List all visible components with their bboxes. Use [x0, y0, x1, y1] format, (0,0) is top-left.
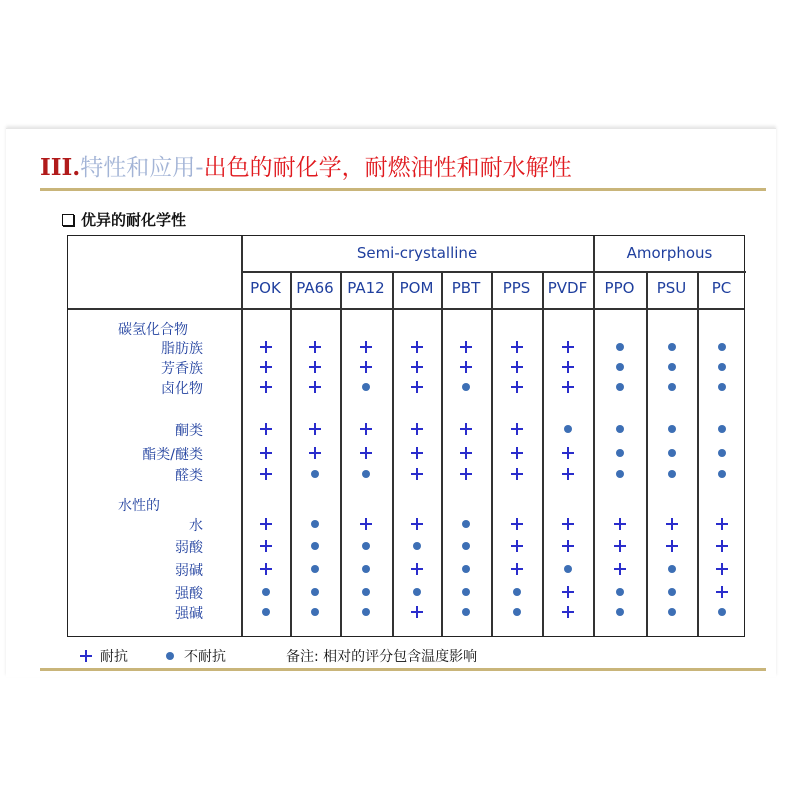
- plus-icon: [409, 516, 425, 532]
- plus-icon: [78, 648, 94, 664]
- column-divider: [340, 272, 342, 636]
- dot-icon: [612, 421, 628, 437]
- dot-icon: [307, 561, 323, 577]
- plus-icon: [560, 584, 576, 600]
- dot-icon: [258, 584, 274, 600]
- dot-icon: [664, 466, 680, 482]
- plus-icon: [612, 516, 628, 532]
- plus-icon: [307, 379, 323, 395]
- dot-icon: [664, 604, 680, 620]
- plus-icon: [409, 604, 425, 620]
- dot-icon: [560, 561, 576, 577]
- column-header-pvdf: PVDF: [547, 279, 588, 297]
- column-divider: [290, 272, 292, 636]
- plus-icon: [307, 445, 323, 461]
- dot-icon: [714, 359, 730, 375]
- row-category-label: 水性的: [118, 498, 160, 514]
- dot-icon: [612, 584, 628, 600]
- footer-divider: [40, 668, 766, 671]
- plus-icon: [560, 359, 576, 375]
- group-header-1: Amorphous: [626, 244, 713, 262]
- title-subtitle: 特性和应用-: [80, 155, 204, 181]
- plus-icon: [560, 379, 576, 395]
- plus-icon: [509, 445, 525, 461]
- plus-icon: [409, 466, 425, 482]
- plus-icon: [714, 584, 730, 600]
- plus-icon: [258, 538, 274, 554]
- title-number: III.: [40, 154, 81, 181]
- column-divider: [646, 272, 648, 636]
- row-label: 芳香族: [161, 361, 203, 377]
- legend-note-text: 备注: 相对的评分包含温度影响: [286, 649, 478, 665]
- plus-icon: [409, 561, 425, 577]
- dot-icon: [664, 421, 680, 437]
- plus-icon: [509, 359, 525, 375]
- dot-icon: [458, 516, 474, 532]
- dot-icon: [664, 445, 680, 461]
- plus-icon: [307, 339, 323, 355]
- plus-icon: [509, 538, 525, 554]
- column-header-pbt: PBT: [451, 279, 481, 297]
- plus-icon: [509, 516, 525, 532]
- dot-icon: [664, 379, 680, 395]
- row-label: 强碱: [175, 606, 203, 622]
- group-header-divider: [241, 271, 746, 273]
- plus-icon: [560, 466, 576, 482]
- slide-title: [40, 150, 572, 186]
- row-label: 卤化物: [161, 381, 203, 397]
- row-label: 弱碱: [175, 563, 203, 579]
- dot-icon: [509, 604, 525, 620]
- dot-icon: [714, 339, 730, 355]
- dot-icon: [714, 466, 730, 482]
- plus-icon: [714, 516, 730, 532]
- plus-icon: [509, 379, 525, 395]
- dot-icon: [664, 584, 680, 600]
- plus-icon: [560, 538, 576, 554]
- plus-icon: [509, 466, 525, 482]
- dot-icon: [358, 604, 374, 620]
- column-divider: [491, 272, 493, 636]
- legend-not-resistant: [162, 646, 226, 666]
- plus-icon: [358, 339, 374, 355]
- title-main: 出色的耐化学，耐燃油性和耐水解性: [203, 155, 572, 181]
- plus-icon: [458, 445, 474, 461]
- dot-icon: [458, 379, 474, 395]
- column-header-pa12: PA12: [347, 279, 385, 297]
- dot-icon: [358, 538, 374, 554]
- row-label: 酯类/醚类: [142, 447, 203, 463]
- plus-icon: [258, 421, 274, 437]
- dot-icon: [358, 379, 374, 395]
- plus-icon: [458, 421, 474, 437]
- column-header-pps: PPS: [502, 279, 531, 297]
- dot-icon: [458, 584, 474, 600]
- dot-icon: [612, 359, 628, 375]
- dot-icon: [307, 466, 323, 482]
- dot-icon: [664, 339, 680, 355]
- plus-icon: [409, 339, 425, 355]
- column-header-pom: POM: [399, 279, 434, 297]
- plus-icon: [258, 561, 274, 577]
- plus-icon: [560, 604, 576, 620]
- plus-icon: [409, 359, 425, 375]
- dot-icon: [358, 584, 374, 600]
- legend-not-resistant-label: 不耐抗: [184, 649, 226, 665]
- column-header-pc: PC: [711, 279, 732, 297]
- row-label: 醛类: [175, 468, 203, 484]
- dot-icon: [358, 466, 374, 482]
- plus-icon: [358, 516, 374, 532]
- dot-icon: [714, 445, 730, 461]
- plus-icon: [258, 379, 274, 395]
- row-label: 水: [189, 518, 203, 534]
- title-divider: [40, 188, 766, 191]
- dot-icon: [612, 604, 628, 620]
- dot-icon: [714, 379, 730, 395]
- plus-icon: [258, 339, 274, 355]
- plus-icon: [612, 561, 628, 577]
- column-divider: [392, 272, 394, 636]
- dot-icon: [409, 538, 425, 554]
- column-divider: [441, 272, 443, 636]
- dot-icon: [509, 584, 525, 600]
- chemical-resistance-table: [67, 235, 745, 637]
- dot-icon: [664, 561, 680, 577]
- column-header-pa66: PA66: [296, 279, 334, 297]
- row-label: 强酸: [175, 586, 203, 602]
- dot-icon: [664, 359, 680, 375]
- dot-icon: [714, 421, 730, 437]
- dot-icon: [307, 584, 323, 600]
- plus-icon: [509, 339, 525, 355]
- plus-icon: [714, 538, 730, 554]
- dot-icon: [307, 604, 323, 620]
- column-header-pok: POK: [250, 279, 281, 297]
- plus-icon: [560, 516, 576, 532]
- plus-icon: [458, 359, 474, 375]
- section-heading: [62, 209, 186, 230]
- plus-icon: [664, 516, 680, 532]
- plus-icon: [307, 359, 323, 375]
- plus-icon: [664, 538, 680, 554]
- row-label: 酮类: [175, 423, 203, 439]
- plus-icon: [258, 445, 274, 461]
- plus-icon: [307, 421, 323, 437]
- column-header-psu: PSU: [656, 279, 687, 297]
- dot-icon: [458, 561, 474, 577]
- row-category-label: 碳氢化合物: [118, 322, 188, 338]
- plus-icon: [358, 359, 374, 375]
- plus-icon: [258, 516, 274, 532]
- plus-icon: [409, 379, 425, 395]
- dot-icon: [162, 648, 178, 664]
- dot-icon: [612, 445, 628, 461]
- legend-note: [286, 646, 477, 666]
- column-divider: [542, 272, 544, 636]
- plus-icon: [358, 421, 374, 437]
- plus-icon: [560, 445, 576, 461]
- plus-icon: [258, 359, 274, 375]
- plus-icon: [560, 339, 576, 355]
- plus-icon: [612, 538, 628, 554]
- plus-icon: [458, 466, 474, 482]
- dot-icon: [307, 516, 323, 532]
- plus-icon: [714, 561, 730, 577]
- dot-icon: [307, 538, 323, 554]
- plus-icon: [409, 421, 425, 437]
- plus-icon: [358, 445, 374, 461]
- dot-icon: [458, 604, 474, 620]
- dot-icon: [612, 339, 628, 355]
- legend-resistant: [78, 646, 128, 666]
- header-divider: [68, 308, 744, 310]
- plus-icon: [509, 421, 525, 437]
- row-label: 弱酸: [175, 540, 203, 556]
- dot-icon: [409, 584, 425, 600]
- section-title: 优异的耐化学性: [81, 211, 187, 229]
- checkbox-square-icon: [62, 214, 74, 226]
- column-divider: [697, 272, 699, 636]
- dot-icon: [612, 379, 628, 395]
- dot-icon: [458, 538, 474, 554]
- dot-icon: [258, 604, 274, 620]
- legend-resistant-label: 耐抗: [100, 649, 128, 665]
- row-label: 脂肪族: [161, 341, 203, 357]
- dot-icon: [358, 561, 374, 577]
- dot-icon: [612, 466, 628, 482]
- dot-icon: [560, 421, 576, 437]
- plus-icon: [458, 339, 474, 355]
- plus-icon: [409, 445, 425, 461]
- plus-icon: [258, 466, 274, 482]
- column-header-ppo: PPO: [604, 279, 635, 297]
- group-header-0: Semi-crystalline: [356, 244, 478, 262]
- plus-icon: [509, 561, 525, 577]
- dot-icon: [714, 604, 730, 620]
